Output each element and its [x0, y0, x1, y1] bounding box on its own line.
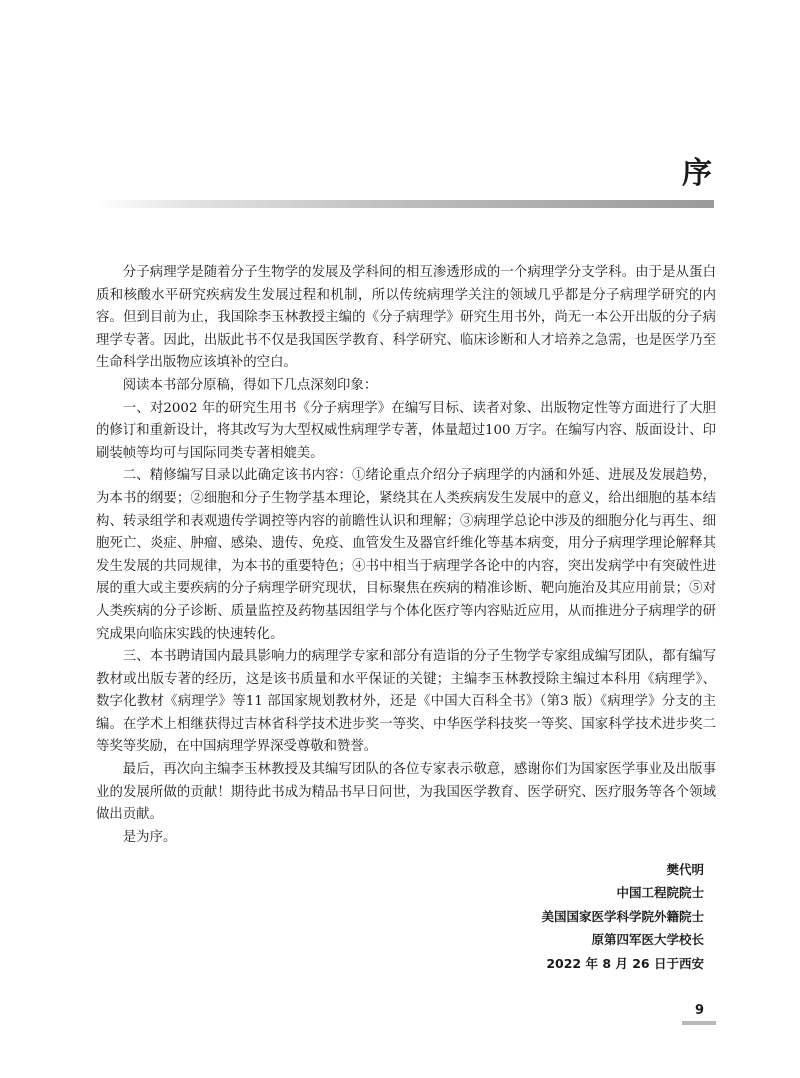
paragraph-point-3: 三、本书聘请国内最具影响力的病理学专家和部分有造诣的分子生物学专家组成编写团队，都有编写教材或出版专著的经历，这是该书质量和水平保证的关键；主编李玉林教授除主编过本科用《病理学》、数字化教材《病理学》等11 部国家规划教材外，还是《中国大百科全书》（第3 版）《病理学》分支的主编。在学术上相继获得过吉林省科学技术进步奖一等奖、中华医学科技奖一等奖、国家科学技术进步奖二等奖等奖励，在中国病理学界深受尊敬和赞誉。: [96, 649, 716, 755]
paragraph-point-1: 一、对2002 年的研究生用书《分子病理学》在编写目标、读者对象、出版物定性等方面进行了大胆的修订和重新设计，将其改写为大型权威性病理学专著，体量超过100 万字。在编写内容、版面设计、印刷装帧等均可与国际同类专著相媲美。: [96, 400, 716, 461]
signature-title-1: 中国工程院院士: [616, 885, 704, 901]
signature-date: 2022 年 8 月 26 日于西安: [546, 955, 704, 971]
paragraph-closing: 最后，再次向主编李玉林教授及其编写团队的各位专家表示敬意，感谢你们为国家医学事业及出版事业的发展所做的贡献！期待此书成为精品书早日问世，为我国医学教育、医学研究、医疗服务等各个领域做出贡献。: [96, 762, 716, 823]
signature-block: [304, 858, 704, 975]
preface-body: [96, 262, 716, 849]
page-number-underline: [682, 1021, 716, 1025]
paragraph-point-2: 二、精修编写目录以此确定该书内容：①绪论重点介绍分子病理学的内涵和外延、进展及发展趋势，为本书的纲要；②细胞和分子生物学基本理论，紧绕其在人类疾病发生发展中的意义，给出细胞的基本结构、转录组学和表观遗传学调控等内容的前瞻性认识和理解；③病理学总论中涉及的细胞分化与再生、细胞死亡、炎症、肿瘤、感染、遗传、免疫、血管发生及器官纤维化等基本病变，用分子病理学理论解释其发生发展的共同规律，为本书的重要特色；④书中相当于病理学各论中的内容，突出发病学中有突破性进展的重大或主要疾病的分子病理学研究现状，目标聚焦在疾病的精准诊断、靶向施治及其应用前景；⑤对人类疾病的分子诊断、质量监控及药物基因组学与个体化医疗等内容贴近应用，从而推进分子病理学的研究成果向临床实践的快速转化。: [96, 468, 716, 642]
signature-name: 樊代明: [666, 862, 704, 877]
page-number: 9: [694, 1003, 704, 1018]
page-title: 序: [682, 156, 714, 191]
paragraph-impression: 阅读本书部分原稿，得如下几点深刻印象：: [122, 377, 378, 393]
title-divider: [96, 200, 714, 208]
paragraph-end: 是为序。: [122, 829, 177, 845]
signature-title-2: 美国国家医学科学院外籍院士: [541, 908, 704, 924]
paragraph-intro: 分子病理学是随着分子生物学的发展及学科间的相互渗透形成的一个病理学分支学科。由于是从蛋白质和核酸水平研究疾病发生发展过程和机制，所以传统病理学关注的领域几乎都是分子病理学研究的内容。但到目前为止，我国除李玉林教授主编的《分子病理学》研究生用书外，尚无一本公开出版的分子病理学专著。因此，出版此书不仅是我国医学教育、科学研究、临床诊断和人才培养之急需，也是医学乃至生命科学出版物应该填补的空白。: [96, 265, 716, 371]
signature-title-3: 原第四军医大学校长: [591, 932, 704, 948]
